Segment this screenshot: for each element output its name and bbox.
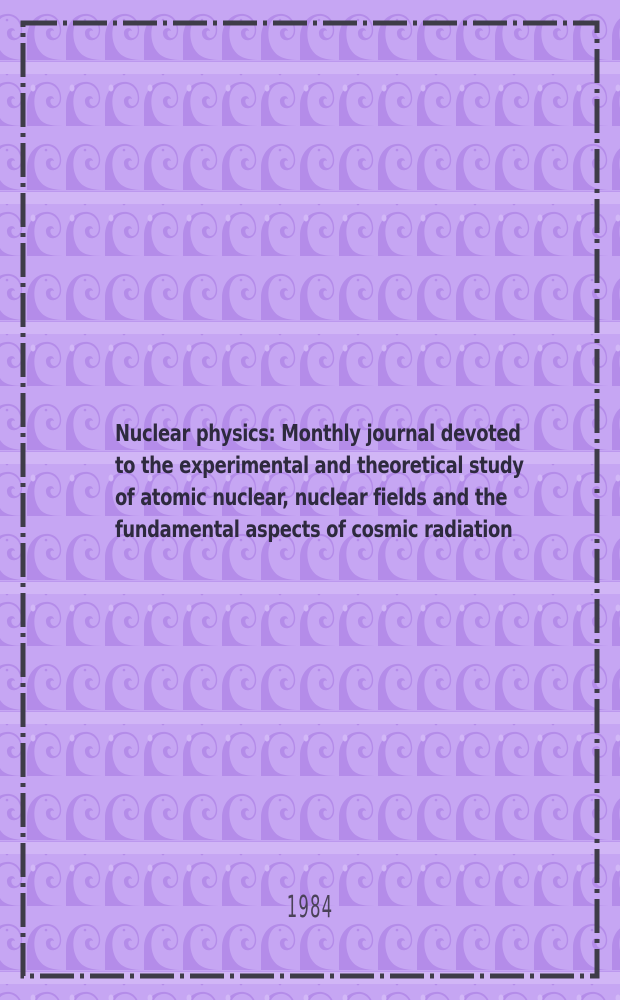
publication-year: 1984 (286, 890, 334, 925)
title-line-4: fundamental aspects of cosmic radiation (115, 517, 513, 543)
title-line-2: to the experimental and theoretical study (115, 453, 524, 479)
title-line-3: of atomic nuclear, nuclear fields and the (115, 485, 508, 511)
cover-title (115, 418, 524, 546)
title-line-1: Nuclear physics: Monthly journal devoted (115, 421, 521, 447)
